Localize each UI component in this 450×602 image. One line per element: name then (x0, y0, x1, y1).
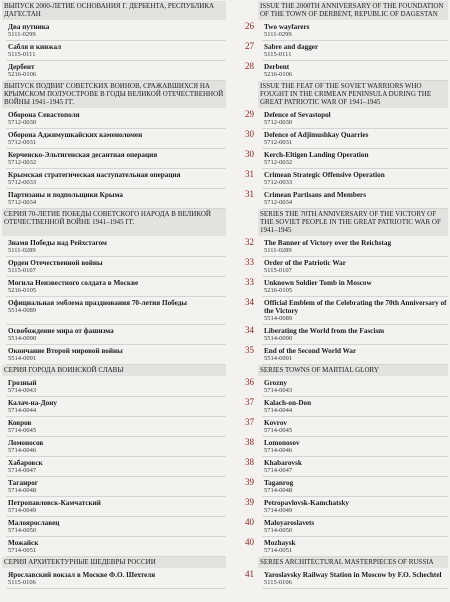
entry-title-en: Official Emblem of the Celebrating the 70th Anniversary of the Victory (264, 299, 447, 315)
entry-code: 5514-0090 (8, 335, 37, 342)
catalog-entry-ru (2, 169, 226, 188)
entry-code: 5216-0106 (8, 71, 37, 78)
entry-code: 5714-0045 (264, 427, 293, 434)
entry-title-ru: Оборона Севастополя (8, 111, 80, 119)
page-number: 28 (245, 61, 254, 71)
catalog-entry-en (258, 169, 448, 188)
entry-code: 5712-0034 (264, 199, 293, 206)
catalog-entry-ru (2, 537, 226, 556)
page-number: 33 (245, 257, 254, 267)
catalog-entry-ru (2, 189, 226, 208)
page-number: 30 (245, 149, 254, 159)
catalog-entry-ru (2, 517, 226, 536)
divider (262, 588, 448, 589)
entry-code: 5714-0049 (264, 507, 293, 514)
catalog-entry-en (258, 537, 448, 556)
entry-code: 5714-0050 (8, 527, 37, 534)
entry-title-en: Grozny (264, 379, 288, 387)
section-heading-en: SERIES THE 70TH ANNIVERSARY OF THE VICTORY OF THE SOVIET PEOPLE IN THE GREAT PATRIOTIC WAR OF 1941–1945 (258, 209, 448, 236)
page-number: 37 (245, 397, 254, 407)
catalog-entry-en (258, 437, 448, 456)
entry-title-ru: Могила Неизвестного солдата в Москве (8, 279, 139, 287)
entry-title-en: Lomonosov (264, 439, 300, 447)
entry-code: 5115-0111 (264, 51, 292, 58)
entry-title-ru: Ломоносов (8, 439, 44, 447)
entry-title-ru: Партизаны и подпольщики Крыма (8, 191, 123, 199)
catalog-entry-ru (2, 457, 226, 476)
entry-code: 5714-0043 (264, 387, 293, 394)
catalog-entry-en (258, 237, 448, 256)
page-number-column (226, 0, 258, 602)
catalog-entry-ru (2, 129, 226, 148)
entry-title-ru: Оборона Аджимушкайских каменоломен (8, 131, 143, 139)
entry-title-en: Defence of Adjimushkay Quarries (264, 131, 369, 139)
divider (6, 588, 226, 589)
entry-title-ru: Окончание Второй мировой войны (8, 347, 123, 355)
page-number: 34 (245, 325, 254, 335)
entry-title-en: Liberating the World from the Fascism (264, 327, 385, 335)
catalog-entry-en (258, 109, 448, 128)
entry-title-en: Petropavlovsk-Kamchatsky (264, 499, 349, 507)
catalog-entry-en (258, 417, 448, 436)
section-heading-ru: СЕРИЯ ГОРОДА ВОИНСКОЙ СЛАВЫ (2, 365, 226, 376)
section-heading-en: ISSUE THE FEAT OF THE SOVIET WARRIORS WHO FOUGHT IN THE CRIMEAN PENINSULA DURING THE GREAT PATRIOTIC WAR OF 1941–1945 (258, 81, 448, 108)
entry-title-en: Yaroslavsky Railway Station in Moscow by F.O. Schechtel (264, 571, 442, 579)
catalog-entry-en (258, 569, 448, 588)
entry-code: 5714-0050 (264, 527, 293, 534)
entry-code: 5111-0299 (8, 31, 36, 38)
section-heading-en: ISSUE THE 2000TH ANNIVERSARY OF THE FOUNDATION OF THE TOWN OF DERBENT, REPUBLIC OF DAGESTAN (258, 1, 448, 20)
entry-title-en: Crimean Strategic Offensive Operation (264, 171, 385, 179)
catalog-entry-en (258, 129, 448, 148)
page-number: 40 (245, 517, 254, 527)
catalog-entry-ru (2, 21, 226, 40)
page-number: 38 (245, 457, 254, 467)
catalog-entry-en (258, 325, 448, 344)
entry-code: 5514-0090 (264, 335, 293, 342)
entry-title-ru: Официальная эмблема празднования 70-летия Победы (8, 299, 188, 307)
catalog-entry-ru (2, 397, 226, 416)
page-number: 31 (245, 189, 254, 199)
entry-code: 5514-0091 (264, 355, 293, 362)
entry-code: 5712-0033 (264, 179, 293, 186)
catalog-entry-ru (2, 417, 226, 436)
entry-code: 5216-0105 (8, 287, 37, 294)
catalog-entry-en (258, 517, 448, 536)
entry-title-ru: Петропавловск-Камчатский (8, 499, 101, 507)
entry-code: 5115-0107 (264, 267, 292, 274)
entry-code: 5115-0106 (264, 579, 292, 586)
page-number: 39 (245, 477, 254, 487)
entry-title-en: Two wayfarers (264, 23, 310, 31)
entry-code: 5712-0034 (8, 199, 37, 206)
entry-title-en: Mozhaysk (264, 539, 296, 547)
entry-code: 5712-0031 (264, 139, 293, 146)
catalog-entry-en (258, 457, 448, 476)
entry-code: 5714-0043 (8, 387, 37, 394)
page-number: 29 (245, 109, 254, 119)
entry-code: 5714-0047 (8, 467, 37, 474)
entry-code: 5712-0032 (264, 159, 293, 166)
entry-title-ru: Два путника (8, 23, 50, 31)
catalog-entry-ru (2, 109, 226, 128)
entry-code: 5712-0030 (8, 119, 37, 126)
entry-title-en: End of the Second World War (264, 347, 357, 355)
page-number: 38 (245, 437, 254, 447)
entry-title-en: Kovrov (264, 419, 288, 427)
entry-code: 5714-0044 (8, 407, 37, 414)
entry-title-ru: Крымская стратегическая наступательная операция (8, 171, 181, 179)
entry-title-en: The Banner of Victory over the Reichstag (264, 239, 392, 247)
page-number: 32 (245, 237, 254, 247)
page-number: 26 (245, 21, 254, 31)
entry-title-ru: Дербент (8, 63, 35, 71)
entry-code: 5714-0046 (264, 447, 293, 454)
entry-code: 5111-0299 (264, 31, 292, 38)
catalog-entry-en (258, 497, 448, 516)
page-number: 40 (245, 537, 254, 547)
catalog-entry-en (258, 257, 448, 276)
catalog-entry-en (258, 21, 448, 40)
catalog-entry-en (258, 41, 448, 60)
catalog-entry-ru (2, 41, 226, 60)
entry-code: 5514-0089 (264, 315, 293, 322)
page-number: 37 (245, 417, 254, 427)
entry-code: 5111-0289 (264, 247, 292, 254)
entry-code: 5712-0030 (264, 119, 293, 126)
catalog-entry-en (258, 61, 448, 80)
page-number: 31 (245, 169, 254, 179)
entry-code: 5714-0046 (8, 447, 37, 454)
entry-title-ru: Знамя Победы над Рейхстагом (8, 239, 107, 247)
entry-title-ru: Малоярославец (8, 519, 60, 527)
entry-title-en: Sabre and dagger (264, 43, 319, 51)
catalog-entry-ru (2, 437, 226, 456)
entry-title-en: Maloyaroslavets (264, 519, 315, 527)
entry-code: 5111-0289 (8, 247, 36, 254)
entry-title-ru: Сабля и кинжал (8, 43, 62, 51)
entry-code: 5514-0089 (8, 307, 37, 314)
catalog-entry-ru (2, 297, 226, 324)
entry-title-ru: Освобождение мира от фашизма (8, 327, 114, 335)
entry-title-ru: Хабаровск (8, 459, 43, 467)
catalog-entry-en (258, 345, 448, 364)
entry-title-en: Derbent (264, 63, 290, 71)
entry-code: 5115-0111 (8, 51, 36, 58)
entry-code: 5714-0051 (264, 547, 293, 554)
entry-title-ru: Можайск (8, 539, 39, 547)
section-heading-ru: ВЫПУСК ПОДВИГ СОВЕТСКИХ ВОИНОВ, СРАЖАВШИХСЯ НА КРЫМСКОМ ПОЛУОСТРОВЕ В ГОДЫ ВЕЛИКОЙ ОТЕЧЕСТВЕННОЙ ВОЙНЫ 1941–1945 ГГ. (2, 81, 226, 108)
catalog-entry-ru (2, 325, 226, 344)
catalog-entry-ru (2, 377, 226, 396)
entry-code: 5216-0106 (264, 71, 293, 78)
entry-code: 5714-0044 (264, 407, 293, 414)
page-number: 30 (245, 129, 254, 139)
page-number: 39 (245, 497, 254, 507)
entry-title-en: Defence of Sevastopol (264, 111, 331, 119)
catalog-entry-ru (2, 277, 226, 296)
entry-title-en: Order of the Patriotic War (264, 259, 346, 267)
entry-code: 5714-0047 (264, 467, 293, 474)
entry-code: 5714-0045 (8, 427, 37, 434)
page-number: 36 (245, 377, 254, 387)
entry-title-ru: Грозный (8, 379, 37, 387)
entry-title-ru: Ковров (8, 419, 32, 427)
entry-code: 5712-0031 (8, 139, 37, 146)
entry-code: 5712-0032 (8, 159, 37, 166)
page-number: 33 (245, 277, 254, 287)
entry-title-ru: Таганрог (8, 479, 39, 487)
catalog-entry-en (258, 189, 448, 208)
entry-code: 5714-0049 (8, 507, 37, 514)
entry-title-ru: Керченско-Эльтигенская десантная операция (8, 151, 158, 159)
entry-title-en: Crimean Partisans and Members (264, 191, 367, 199)
catalog-entry-en (258, 149, 448, 168)
section-heading-en: SERIES ARCHITECTURAL MASTERPIECES OF RUSSIA (258, 557, 448, 568)
section-heading-ru: ВЫПУСК 2000-ЛЕТИЕ ОСНОВАНИЯ Г. ДЕРБЕНТА, РЕСПУБЛИКА ДАГЕСТАН (2, 1, 226, 20)
russian-column (2, 1, 226, 589)
section-heading-ru: СЕРИЯ 70-ЛЕТИЕ ПОБЕДЫ СОВЕТСКОГО НАРОДА В ВЕЛИКОЙ ОТЕЧЕСТВЕННОЙ ВОЙНЕ 1941–1945 ГГ. (2, 209, 226, 236)
catalog-entry-en (258, 277, 448, 296)
entry-code: 5514-0091 (8, 355, 37, 362)
catalog-entry-en (258, 377, 448, 396)
catalog-entry-ru (2, 345, 226, 364)
section-heading-ru: СЕРИЯ АРХИТЕКТУРНЫЕ ШЕДЕВРЫ РОССИИ (2, 557, 226, 568)
catalog-entry-ru (2, 257, 226, 276)
page-number: 35 (245, 345, 254, 355)
entry-title-ru: Орден Отечественной войны (8, 259, 103, 267)
entry-title-en: Taganrog (264, 479, 294, 487)
catalog-entry-ru (2, 237, 226, 256)
entry-title-en: Kerch-Eltigen Landing Operation (264, 151, 369, 159)
entry-title-ru: Калач-на-Дону (8, 399, 57, 407)
entry-title-en: Khabarovsk (264, 459, 302, 467)
entry-code: 5115-0107 (8, 267, 36, 274)
entry-title-en: Unknown Soldier Tomb in Moscow (264, 279, 372, 287)
catalog-entry-ru (2, 149, 226, 168)
catalog-entry-en (258, 297, 448, 324)
entry-title-ru: Ярославский вокзал в Москве Ф.О. Шехтеля (8, 571, 156, 579)
page-number: 41 (245, 569, 254, 579)
entry-code: 5714-0048 (264, 487, 293, 494)
catalog-entry-en (258, 397, 448, 416)
entry-code: 5714-0051 (8, 547, 37, 554)
catalog-entry-ru (2, 61, 226, 80)
page-number: 34 (245, 297, 254, 307)
catalog-entry-ru (2, 569, 226, 588)
entry-code: 5216-0105 (264, 287, 293, 294)
english-column (258, 1, 448, 589)
catalog-entry-ru (2, 497, 226, 516)
section-heading-en: SERIES TOWNS OF MARTIAL GLORY (258, 365, 448, 376)
entry-code: 5115-0106 (8, 579, 36, 586)
entry-code: 5714-0048 (8, 487, 37, 494)
entry-title-en: Kalach-on-Don (264, 399, 312, 407)
page-number: 27 (245, 41, 254, 51)
entry-code: 5712-0033 (8, 179, 37, 186)
catalog-entry-ru (2, 477, 226, 496)
catalog-entry-en (258, 477, 448, 496)
